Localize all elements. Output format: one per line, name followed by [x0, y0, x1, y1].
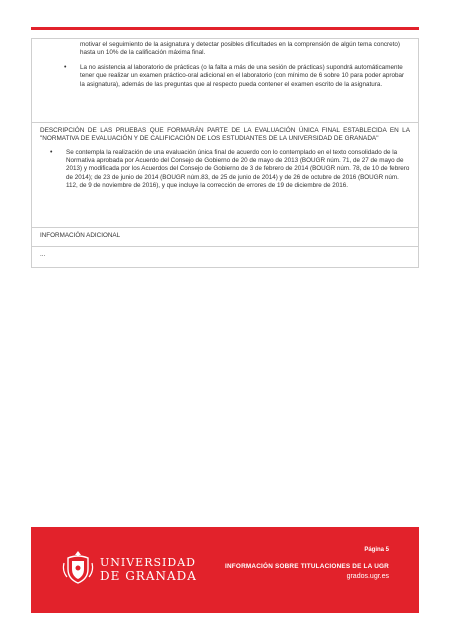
university-name-line2: DE GRANADA	[100, 569, 197, 583]
single-evaluation-section	[32, 123, 418, 228]
bullet-icon: •	[50, 148, 53, 156]
content-table	[31, 38, 419, 268]
list-item	[54, 64, 406, 89]
continued-paragraph: motivar el seguimiento de la asignatura y detectar posibles dificultades en la comprensión de algún tema concreto) hasta un 10% de la calificación máxima final.	[80, 41, 400, 57]
list-item-text: La no asistencia al laboratorio de prácticas (o la falta a más de una sesión de prácticas) supondrá automáticamente tener que realizar un examen práctico-oral adicional en el laboratorio (con mínimo de 6 sobre 10 para poder aprobar la asignatura), además de las preguntas que al respecto pueda contener el examen escrito de la asignatura.	[80, 63, 405, 88]
university-name-line1: UNIVERSIDAD	[100, 556, 196, 569]
evaluation-continued-section	[32, 39, 418, 123]
section-heading: INFORMACIÓN ADICIONAL	[40, 232, 121, 239]
ellipsis-text: ...	[40, 251, 46, 258]
page-number: Página 5	[364, 547, 389, 553]
list-item-text: Se contempla la realización de una evaluación única final de acuerdo con lo contemplado en el texto consolidado de la Normativa aprobada por Acuerdo del Consejo de Gobierno de 20 de mayo de 2013 (BOUGR núm. 71, de 27 de mayo de 2013) y modificada por los Acuerdos del Consejo de Gobierno de 3 de febrero de 2014 (BOUGR núm. 78, de 10 de febrero de 2014); de 23 de junio de 2014 (BOUGR núm.83, de 25 de junio de 2014) y de 26 de octubre de 2016 (BOUGR núm. 112, de 9 de noviembre de 2016), y que incluye la corrección de errores de 19 de diciembre de 2016.	[66, 148, 410, 190]
list-item	[40, 149, 410, 191]
footer-website-link[interactable]: grados.ugr.es	[346, 573, 389, 580]
footer-info-text: INFORMACIÓN SOBRE TITULACIONES DE LA UGR	[225, 563, 389, 570]
top-accent-bar	[31, 27, 419, 30]
footer-banner	[31, 527, 419, 613]
bullet-icon: •	[64, 63, 67, 71]
university-crest-icon	[61, 549, 95, 585]
additional-info-section	[32, 228, 418, 247]
additional-info-content	[32, 247, 418, 268]
section-heading: DESCRIPCIÓN DE LAS PRUEBAS QUE FORMARÁN PARTE DE LA EVALUACIÓN ÚNICA FINAL ESTABLECIDA EN LA "NORMATIVA DE EVALUACIÓN Y DE CALIFICACIÓN DE LOS ESTUDIANTES DE LA UNIVERSIDAD DE GRANADA"	[40, 127, 410, 142]
